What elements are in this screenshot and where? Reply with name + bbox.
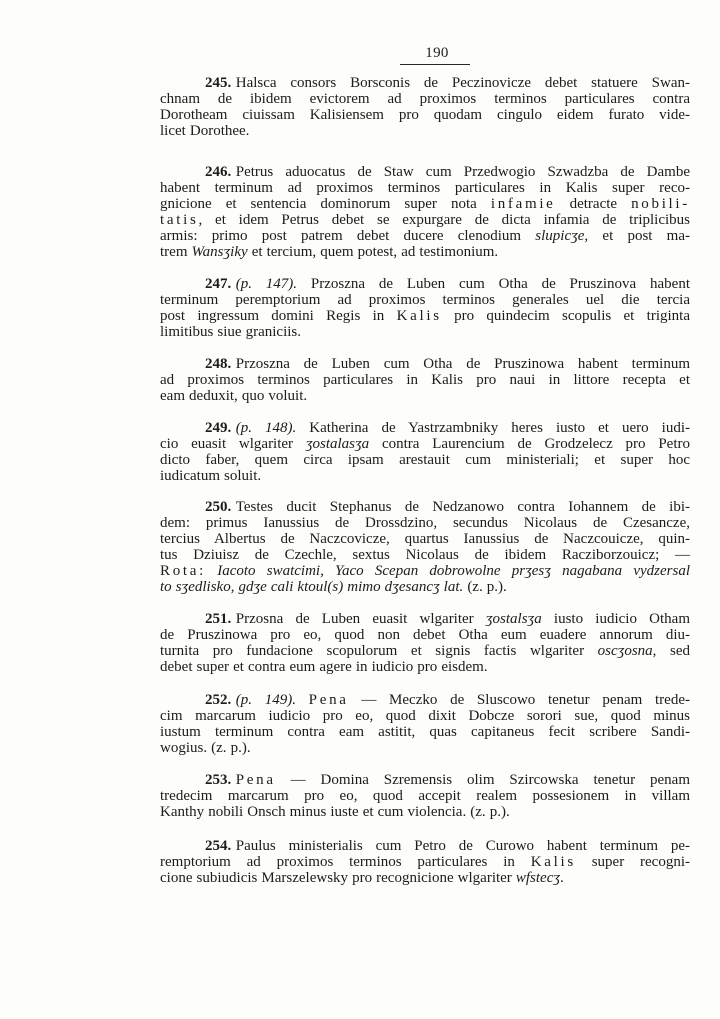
entry-text	[296, 692, 309, 708]
italic-text: ʒostalasʒa	[305, 436, 370, 452]
entry-text: cim marcarum iudicio pro eo, quod dixit Dobcze sorori sue, quod minus	[160, 708, 690, 724]
entry-text: eam deduxit, quo voluit.	[160, 388, 308, 404]
entry-line	[160, 75, 690, 91]
entry-line	[160, 547, 690, 563]
entry-text: iustum terminum contra eam astitit, quas capitaneus fecit scribere Sandi-	[160, 724, 690, 740]
entry-number: 254.	[205, 838, 232, 854]
entry-248	[160, 356, 690, 404]
entry-text: , et idem Petrus debet se expurgare de dicta infamia de triplicibus	[198, 212, 690, 228]
entry-line	[160, 180, 690, 196]
entry-line	[160, 611, 690, 627]
entry-number: 253.	[205, 772, 232, 788]
entry-text: Halsca consors Borsconis de Peczinovicze debet statuere Swan-	[235, 75, 690, 91]
entry-text: armis: primo post patrem debet ducere clenodium	[160, 228, 536, 244]
entry-text: et tercium, quem potest, ad testimonium.	[247, 244, 499, 260]
entry-253	[160, 772, 690, 820]
entry-line	[160, 292, 690, 308]
entry-252	[160, 692, 690, 756]
entry-line	[160, 196, 690, 212]
entry-text	[206, 563, 217, 579]
entry-number: 245.	[205, 75, 232, 91]
entry-line	[160, 579, 690, 595]
spaced-word: Kalis	[396, 308, 442, 324]
entry-text: — Meczko de Sluscowo tenetur penam trede-	[348, 692, 690, 708]
italic-text: slupicʒe,	[535, 228, 589, 244]
entry-number: 252.	[205, 692, 232, 708]
entry-line	[160, 91, 690, 107]
entry-line	[160, 643, 690, 659]
entry-line	[160, 740, 690, 756]
entry-line	[160, 772, 690, 788]
entry-text: debet super et contra eum agere in iudicio pro eisdem.	[160, 659, 488, 675]
italic-text: ʒostalsʒa	[485, 611, 542, 627]
spaced-word: Pena	[235, 772, 276, 788]
entry-text: cione subiudicis Marszelewsky pro recognicione wlgariter	[160, 870, 516, 886]
entry-text: Przosna de Luben euasit wlgariter	[235, 611, 486, 627]
entry-text: et post ma-	[588, 228, 690, 244]
entry-line	[160, 308, 690, 324]
entry-text: de Pruszinowa pro eo, quod non debet Otha eum euadere annorum diu-	[160, 627, 690, 643]
entry-line	[160, 388, 690, 404]
entry-246	[160, 164, 690, 260]
entry-line	[160, 515, 690, 531]
italic-text: (p. 147).	[235, 276, 298, 292]
spaced-word: infamie	[490, 196, 556, 212]
entry-line	[160, 452, 690, 468]
entry-line	[160, 563, 690, 579]
page-number-rule	[400, 64, 470, 65]
entry-line	[160, 692, 690, 708]
entry-line	[160, 212, 690, 228]
entry-line	[160, 531, 690, 547]
entry-text: (z. p.).	[463, 579, 507, 595]
entry-text: gnicione et sentencia dominorum super nota	[160, 196, 491, 212]
entry-text: tredecim marcarum pro eo, quod accepit realem possesionem in villam	[160, 788, 690, 804]
italic-text: Wansʒiky	[191, 244, 248, 260]
entry-247	[160, 276, 690, 340]
entry-text: .	[560, 870, 564, 886]
entry-text: Petrus aduocatus de Staw cum Przedwogio Szwadzba de Dambe	[235, 164, 690, 180]
entry-line	[160, 107, 690, 123]
entry-text: turnita pro fundacione scopulorum et signis factis wlgariter	[160, 643, 598, 659]
entry-250	[160, 499, 690, 595]
entry-text: pro quindecim scopulis et triginta	[441, 308, 690, 324]
entry-text: Katherina de Yastrzambniky heres iusto et uero iudi-	[296, 420, 691, 436]
entry-text: chnam de ibidem evictorem ad proximos terminos particulares contra	[160, 91, 690, 107]
italic-text: to sʒedlisko, gdʒe cali ktoul(s) mimo dʒesancʒ lat.	[160, 579, 464, 595]
italic-text: oscʒosna	[597, 643, 653, 659]
entry-line	[160, 499, 690, 515]
entry-text: Dorotheam ciuissam Kalisiensem pro quodam cingulo eidem furato vide-	[160, 107, 690, 123]
entry-text: ad proximos terminos particulares in Kalis pro naui in littore recepta et	[160, 372, 690, 388]
entry-line	[160, 436, 690, 452]
entry-text: — Domina Szremensis olim Szircowska tenetur penam	[275, 772, 690, 788]
entry-text: limitibus siue graniciis.	[160, 324, 302, 340]
entry-245	[160, 75, 690, 139]
entry-line	[160, 708, 690, 724]
entry-line	[160, 244, 690, 260]
entry-text: Testes ducit Stephanus de Nedzanowo contra Iohannem de ibi-	[235, 499, 690, 515]
entry-line	[160, 324, 690, 340]
entry-text: iusto iudicio Otham	[541, 611, 690, 627]
page-number: 190	[425, 45, 449, 61]
entry-line	[160, 627, 690, 643]
entry-text: Przoszna de Luben cum Otha de Pruszinova habent	[297, 276, 690, 292]
entry-text: dicto faber, quem circa ipsam arestauit cum ministeriali; et super hoc	[160, 452, 690, 468]
entry-text: trem	[160, 244, 192, 260]
entry-text: wogius. (z. p.).	[160, 740, 251, 756]
spaced-word: nobili-	[631, 196, 690, 212]
spaced-word: tatis	[160, 212, 199, 228]
entry-line	[160, 468, 690, 484]
entry-text: tus Dziuisz de Czechle, sextus Nicolaus de ibidem Racziborzouicz; —	[160, 547, 690, 563]
entry-249	[160, 420, 690, 484]
entry-text: post ingressum domini Regis in	[160, 308, 397, 324]
entry-251	[160, 611, 690, 675]
entry-text: dem: primus Ianussius de Drossdzino, secundus Nicolaus de Czesancze,	[160, 515, 690, 531]
entry-number: 249.	[205, 420, 232, 436]
entry-line	[160, 854, 690, 870]
entry-text: Kanthy nobili Onsch minus iuste et cum violencia. (z. p.).	[160, 804, 510, 820]
italic-text: wfstecʒ	[515, 870, 561, 886]
entry-line	[160, 659, 690, 675]
entry-line	[160, 372, 690, 388]
entry-line	[160, 228, 690, 244]
entry-number: 248.	[205, 356, 232, 372]
entry-text: contra Laurencium de Grodzelecz pro Petro	[369, 436, 690, 452]
entry-text: Paulus ministerialis cum Petro de Curowo habent terminum pe-	[235, 838, 690, 854]
entry-line	[160, 804, 690, 820]
entry-text: Przoszna de Luben cum Otha de Pruszinowa habent terminum	[235, 356, 690, 372]
entry-line	[160, 164, 690, 180]
entry-number: 251.	[205, 611, 232, 627]
italic-text: (p. 148).	[235, 420, 297, 436]
spaced-word: Kalis	[530, 854, 576, 870]
entry-text: detracte	[555, 196, 632, 212]
entry-line	[160, 356, 690, 372]
entry-text: terminum peremptorium ad proximos terminos generales uel die tercia	[160, 292, 690, 308]
entry-number: 246.	[205, 164, 232, 180]
entry-line	[160, 838, 690, 854]
entry-line	[160, 870, 690, 886]
spaced-word: Rota:	[160, 563, 206, 579]
spaced-word: Pena	[308, 692, 349, 708]
entry-text: remptorium ad proximos terminos particulares in	[160, 854, 531, 870]
entry-line	[160, 788, 690, 804]
entry-number: 250.	[205, 499, 232, 515]
entry-text: licet Dorothee.	[160, 123, 250, 139]
entry-254	[160, 838, 690, 886]
italic-text: Iacoto swatcimi, Yaco Scepan dobrowolne prʒesʒ nagabana vydzersal	[217, 563, 690, 579]
entry-text: tercius Albertus de Naczcovicze, quartus Ianussius de Naczcouicze, quin-	[160, 531, 690, 547]
entry-text: , sed	[652, 643, 690, 659]
entry-text: super recogni-	[575, 854, 690, 870]
entry-text: cio euasit wlgariter	[160, 436, 306, 452]
entry-line	[160, 276, 690, 292]
entry-text: habent terminum ad proximos terminos particulares in Kalis super reco-	[160, 180, 690, 196]
entry-text: iudicatum soluit.	[160, 468, 262, 484]
entry-line	[160, 123, 690, 139]
entry-line	[160, 724, 690, 740]
italic-text: (p. 149).	[235, 692, 296, 708]
entry-number: 247.	[205, 276, 232, 292]
entry-line	[160, 420, 690, 436]
